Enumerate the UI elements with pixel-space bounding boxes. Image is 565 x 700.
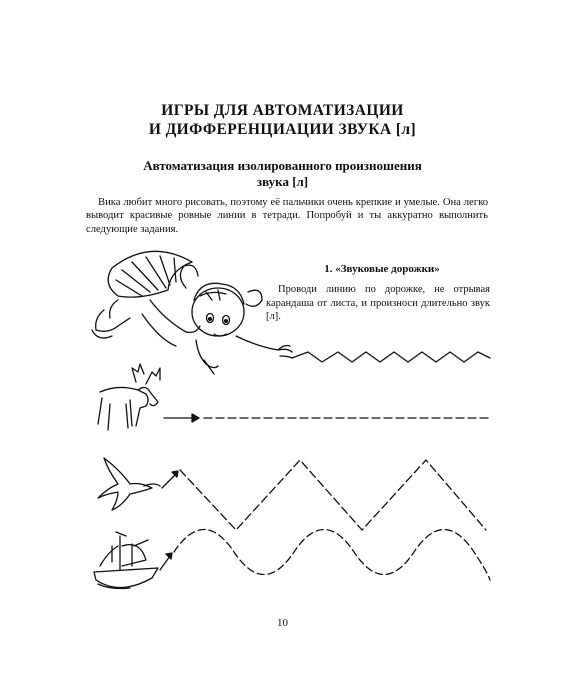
- sailboat-icon: [94, 532, 158, 589]
- instruction-text: Проводи линию по дорожке, не отрывая карандаша от листа, и произноси длительно звук [л].: [266, 284, 490, 323]
- page-number: 10: [277, 617, 288, 629]
- page-title-line-2: И ДИФФЕРЕНЦИАЦИИ ЗВУКА [л]: [148, 121, 417, 138]
- page-title-line-1: ИГРЫ ДЛЯ АВТОМАТИЗАЦИИ: [161, 102, 404, 119]
- section-heading-line-1: Автоматизация изолированного произношения: [143, 158, 422, 173]
- girl-drawing-illustration: [92, 251, 292, 374]
- wavy-track-1: [292, 352, 490, 362]
- exercise-title: 1. «Звуковые дорожки»: [324, 263, 440, 275]
- section-heading-line-2: звука [л]: [256, 174, 309, 189]
- intro-text: Вика любит много рисовать, поэтому её пальчики очень крепкие и умелые. Она легко выводит красивые ровные линии в тетради. Попробуй и ты аккуратно выполнить следующие задания.: [86, 197, 488, 235]
- swallow-icon: [98, 458, 160, 510]
- zigzag-track-dashed: [180, 460, 486, 530]
- moose-icon: [98, 364, 160, 430]
- wave-track-dashed: [174, 530, 490, 581]
